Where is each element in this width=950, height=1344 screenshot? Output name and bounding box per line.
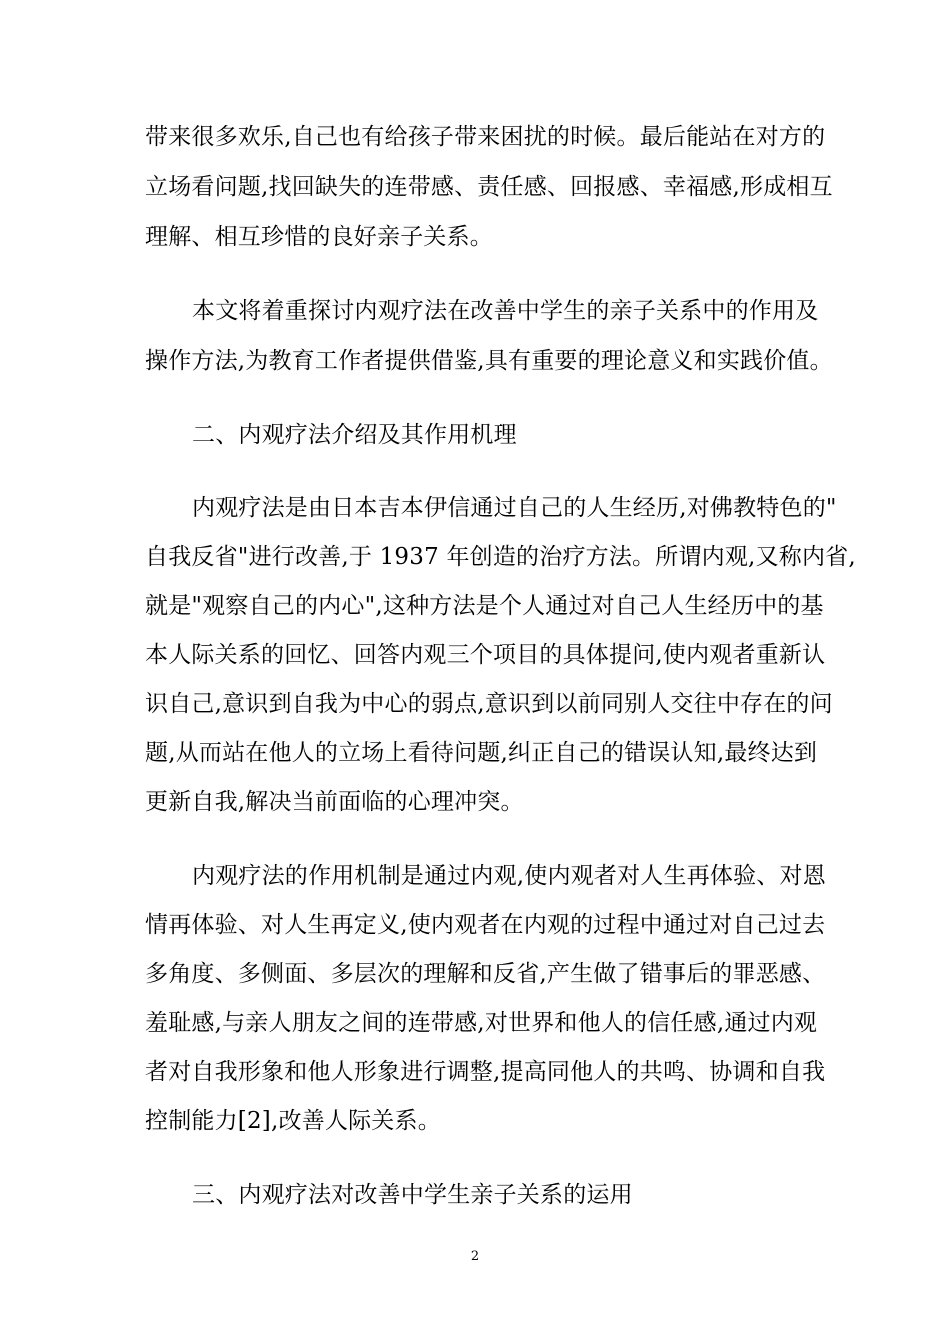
paragraph-2-line-1: 本文将着重探讨内观疗法在改善中学生的亲子关系中的作用及: [192, 298, 819, 324]
paragraph-4-line-1: 内观疗法是由日本吉本伊信通过自己的人生经历,对佛教特色的": [192, 495, 837, 521]
paragraph-4-line-7: 更新自我,解决当前面临的心理冲突。: [145, 789, 524, 815]
paragraph-5-line-5: 者对自我形象和他人形象进行调整,提高同他人的共鸣、协调和自我: [145, 1059, 826, 1085]
paragraph-1-line-3: 理解、相互珍惜的良好亲子关系。: [145, 224, 493, 250]
paragraph-4-line-2: 自我反省"进行改善,于 1937 年创造的治疗方法。所谓内观,又称内省,: [145, 544, 856, 570]
paragraph-5-line-6: 控制能力[2],改善人际关系。: [145, 1108, 441, 1134]
paragraph-5-line-2: 情再体验、对人生再定义,使内观者在内观的过程中通过对自己过去: [145, 912, 826, 938]
paragraph-2-line-2: 操作方法,为教育工作者提供借鉴,具有重要的理论意义和实践价值。: [145, 348, 833, 374]
paragraph-4-line-5: 识自己,意识到自我为中心的弱点,意识到以前同别人交往中存在的问: [145, 691, 833, 717]
paragraph-4-line-4: 本人际关系的回忆、回答内观三个项目的具体提问,使内观者重新认: [145, 642, 826, 668]
paragraph-5-line-3: 多角度、多侧面、多层次的理解和反省,产生做了错事后的罪恶感、: [145, 961, 826, 987]
paragraph-1-line-1: 带来很多欢乐,自己也有给孩子带来困扰的时候。最后能站在对方的: [145, 124, 826, 150]
section-heading-3: 三、内观疗法对改善中学生亲子关系的运用: [192, 1182, 633, 1208]
paragraph-1-line-2: 立场看问题,找回缺失的连带感、责任感、回报感、幸福感,形成相互: [145, 174, 833, 200]
paragraph-4-line-3: 就是"观察自己的内心",这种方法是个人通过对自己人生经历中的基: [145, 593, 824, 619]
page-number: 2: [470, 1249, 480, 1264]
paragraph-4-line-6: 题,从而站在他人的立场上看待问题,纠正自己的错误认知,最终达到: [145, 740, 818, 766]
paragraph-5-line-4: 羞耻感,与亲人朋友之间的连带感,对世界和他人的信任感,通过内观: [145, 1010, 818, 1036]
paragraph-5-line-1: 内观疗法的作用机制是通过内观,使内观者对人生再体验、对恩: [192, 863, 826, 889]
section-heading-2: 二、内观疗法介绍及其作用机理: [192, 422, 517, 448]
